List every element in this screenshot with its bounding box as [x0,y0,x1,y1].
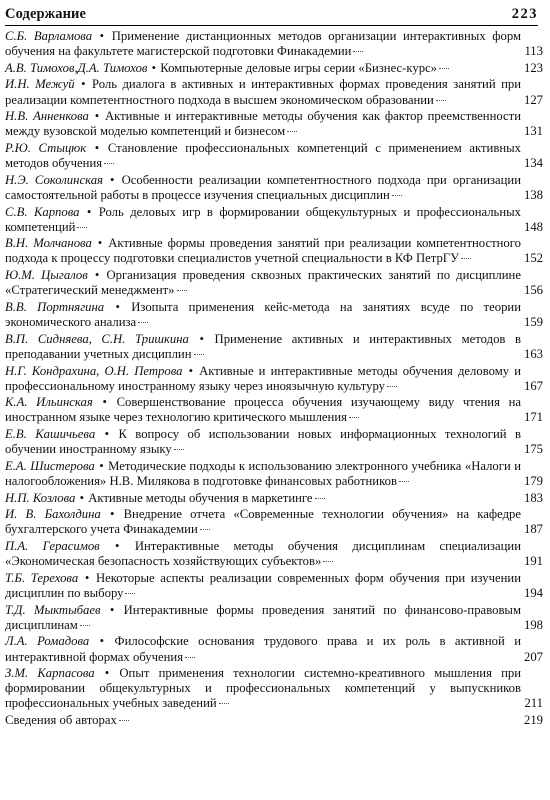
dot-leader [77,227,87,228]
toc-entry-text [5,141,521,171]
toc-entry-page: 148 [523,219,543,234]
toc-entry-title: Применение дистанционных методов организации интерактивных форм обучения на факультете магистерской подготовки Финакадемии [5,29,521,59]
toc-entry-page: 198 [523,617,543,632]
bullet-separator: • [104,427,118,442]
dot-leader [399,481,409,482]
dot-leader [387,386,397,387]
bullet-separator: • [94,141,107,156]
toc-entry [5,571,544,601]
toc-entry [5,29,544,59]
toc-entry-title: Роль деловых игр в формировании общекультурных и профессиональных компетенций [5,204,522,234]
bullet-separator: • [94,268,106,283]
toc-entry-title: К вопросу об использовании новых информационных технологий в обучении иностранному языку [5,427,521,457]
toc-entry-text [5,173,521,203]
toc-entry-text [5,77,521,107]
toc-entry-author: И. В. Бахолдина [5,507,101,522]
toc-entry-text [5,268,521,298]
toc-entry-author: Ю.М. Цыгалов [5,268,88,283]
toc-entry-author: Е.А. Шистерова [5,458,95,473]
toc-entry-page: 138 [523,187,543,202]
bullet-separator: • [102,395,116,410]
toc-entry-text [5,205,521,235]
dot-leader [194,354,204,355]
dot-leader [439,68,449,69]
toc-entry-text [5,236,521,266]
bullet-separator: • [84,570,95,585]
toc-entry-title: Активные и интерактивные методы обучения деловому и профессиональному иностранному языку через иноязычную культуру [5,363,521,393]
toc-entry-text [5,491,521,506]
toc-entry [5,109,544,139]
toc-entry-page: 175 [523,442,543,457]
toc-entry-page: 113 [524,44,543,59]
toc-entry [5,507,544,537]
toc-entry [5,61,544,76]
toc-entry [5,268,544,298]
toc-entry-text [5,539,521,569]
toc-entry-title: Активные и интерактивные методы обучения как фактор преемственности между вузовской моделью компетенций и бизнесом [5,109,521,139]
toc-entry-page: 207 [523,649,543,664]
toc-entry [5,459,544,489]
dot-leader [461,258,471,259]
toc-entry-author: В.Н. Молчанова [5,236,92,251]
dot-leader [125,593,135,594]
bullet-separator: • [99,458,108,473]
bullet-separator: • [94,109,104,124]
toc-entry [5,539,544,569]
bullet-separator: • [115,299,131,314]
toc-entry-text [5,603,521,633]
dot-leader [138,322,148,323]
toc-entry-page: 152 [523,251,543,266]
toc-entry-text [5,300,521,330]
bullet-separator: • [115,539,134,554]
dot-leader [200,529,210,530]
dot-leader [349,417,359,418]
bullet-separator: • [97,236,108,251]
dot-leader [174,449,184,450]
dot-leader [353,51,363,52]
dot-leader [119,720,129,721]
toc-entry-title: Роль диалога в активных и интерактивных формах проведения занятий при реализации компетентностного подхода в высшем экономическом образовании [5,77,521,107]
toc-entry [5,141,544,171]
toc-entry-page: 183 [523,490,543,505]
toc-entry [5,666,544,711]
toc-entry-title: Становление профессиональных компетенций с применением активных методов обучения [5,141,521,171]
toc-entry-page: 191 [523,554,543,569]
toc-entry-page: 171 [523,410,543,425]
toc-entry-title: Особенности реализации компетентностного подхода при организации самостоятельной работы в процессе изучения специальных дисциплин [5,172,521,202]
toc-entry-title: Активные формы проведения занятий при реализации компетентностного подхода к процессу подготовки специалистов учетной специальности в КФ ПетрГУ [5,236,522,266]
toc-entry-page: 123 [523,60,543,75]
toc-entry [5,332,544,362]
toc-entry-author: Р.Ю. Стыцюк [5,141,87,156]
bullet-separator: • [110,172,121,187]
toc-entry-author: Т.Д. Мыктыбаев [5,602,101,617]
dot-leader [323,561,333,562]
toc-entry [5,491,544,506]
toc-entry-author: С.В. Карпова [5,204,80,219]
toc-entry-text [5,332,521,362]
toc-entry-text [5,427,521,457]
toc-entry-text [5,634,521,664]
bullet-separator: • [104,666,119,681]
toc-entry-text [5,507,521,537]
toc-entry-title: Внедрение отчета «Современные технологии обучения» на кафедре бухгалтерского учета Финакадемии [5,507,522,537]
toc-entry-title: Философские основания трудового права и их роль в активной и интерактивной формах обучения [5,634,522,664]
toc-entry-text [5,109,521,139]
bullet-separator: • [99,634,114,649]
toc-entry-author: К.А. Ильинская [5,395,93,410]
toc-entry-title: Интерактивные методы обучения дисциплинам специализации «Экономическая безопасность хозяйствующих субъектов» [5,539,522,569]
toc-entry-title: Совершенствование процесса обучения изучающему виду чтения на иностранном языке через технологию критического мышления [5,395,521,425]
toc-entry-author: Т.Б. Терехова [5,570,79,585]
toc-entry-text [5,666,521,711]
toc-entry [5,634,544,664]
page-number: 223 [511,6,538,22]
toc-entry-title: Изопыта применения кейс-метода на занятиях всуде по теории экономического анализа [5,299,522,330]
bullet-separator: • [151,60,160,75]
page-header [5,0,538,26]
bullet-separator: • [199,331,214,346]
toc-entry [5,173,544,203]
toc-entry-author: Н.В. Анненкова [5,109,89,124]
toc-entry [5,427,544,457]
toc-entry [5,603,544,633]
toc-entry-page: 187 [523,522,543,537]
toc-entry-title: Организация проведения сквозных практических занятий по дисциплине «Стратегический менеджмент» [5,268,521,298]
dot-leader [287,131,297,132]
toc-entry-page: 211 [524,696,543,711]
toc-entry-page: 179 [523,473,543,488]
toc-entry [5,77,544,107]
dot-leader [315,498,325,499]
bullet-separator: • [86,204,98,219]
toc-entry-author: Н.Э. Соколинская [5,172,103,187]
toc-entry-page: 134 [523,156,543,171]
toc-entry [5,364,544,394]
toc-entry [5,205,544,235]
toc-entry-author: В.В. Портнягина [5,299,105,314]
bullet-separator: • [99,29,111,43]
bullet-separator: • [188,363,199,378]
page-title: Содержание [5,6,87,22]
toc-entry-author: З.М. Карпасова [5,666,95,681]
toc-entry-page: 159 [523,315,543,330]
bullet-separator: • [81,77,91,92]
toc-entry [5,236,544,266]
toc-entry-author: Н.П. Козлова [5,490,76,505]
dot-leader [392,195,402,196]
toc-entry-text [5,459,521,489]
dot-leader [80,625,90,626]
dot-leader [185,657,195,658]
toc-entry-title: Интерактивные формы проведения занятий по финансово-правовым дисциплинам [5,602,521,632]
toc-entry-title: Методические подходы к использованию электронного учебника «Налоги и налогообложения» Н.В. Милякова в подготовке финансовых работников [5,458,522,488]
toc-entry [5,713,544,728]
toc-entry-text [5,713,521,728]
toc-entry-author: С.Б. Варламова [5,29,93,43]
toc-entry-page: 194 [523,585,543,600]
toc-entry-page: 127 [523,92,543,107]
toc-entry-author: Е.В. Кашичьева [5,427,96,442]
toc-entry-page: 131 [523,124,543,139]
toc-entry [5,395,544,425]
toc-entry-page: 156 [523,283,543,298]
toc-entry-author: П.А. Герасимов [5,539,100,554]
toc-entry-text [5,364,521,394]
toc-entry-title: Активные методы обучения в маркетинге [88,490,313,505]
dot-leader [177,290,187,291]
toc-entry-page: 167 [523,378,543,393]
dot-leader [436,100,446,101]
toc-entry-page: 219 [523,713,543,728]
toc-entry-author: Л.А. Ромадова [5,634,90,649]
toc-entry-title: Некоторые аспекты реализации современных форм обучения при изучении дисциплин по выбору [5,570,522,600]
toc-entry-text [5,29,521,59]
toc-entry-title: Компьютерные деловые игры серии «Бизнес-курс» [160,60,438,75]
toc-entry-text [5,61,521,76]
toc-entry-author: Н.Г. Кондрахина, О.Н. Петрова [5,363,183,378]
toc-entry-text [5,395,521,425]
toc-entry-author: В.П. Сидняева, С.Н. Тришкина [5,331,189,346]
toc-entry-title: Применение активных и интерактивных методов в преподавании учетных дисциплин [5,331,521,361]
toc-entry-title: Опыт применения технологии системно-креативного мышления при формировании общекультурных и профессиональных компетенций у выпускников профессиональных учебных заведений [5,666,521,711]
toc-entry-author: И.Н. Межуй [5,77,75,92]
bullet-separator: • [109,507,123,522]
table-of-contents [5,29,544,728]
bullet-separator: • [109,602,123,617]
toc-entry-page: 163 [523,346,543,361]
bullet-separator: • [79,490,88,505]
toc-entry-title: Сведения об авторах [5,713,117,728]
toc-entry [5,300,544,330]
dot-leader [219,703,229,704]
dot-leader [104,163,114,164]
toc-entry-author: А.В. Тимохов,Д.А. Тимохов [5,60,148,75]
toc-entry-text [5,571,521,601]
